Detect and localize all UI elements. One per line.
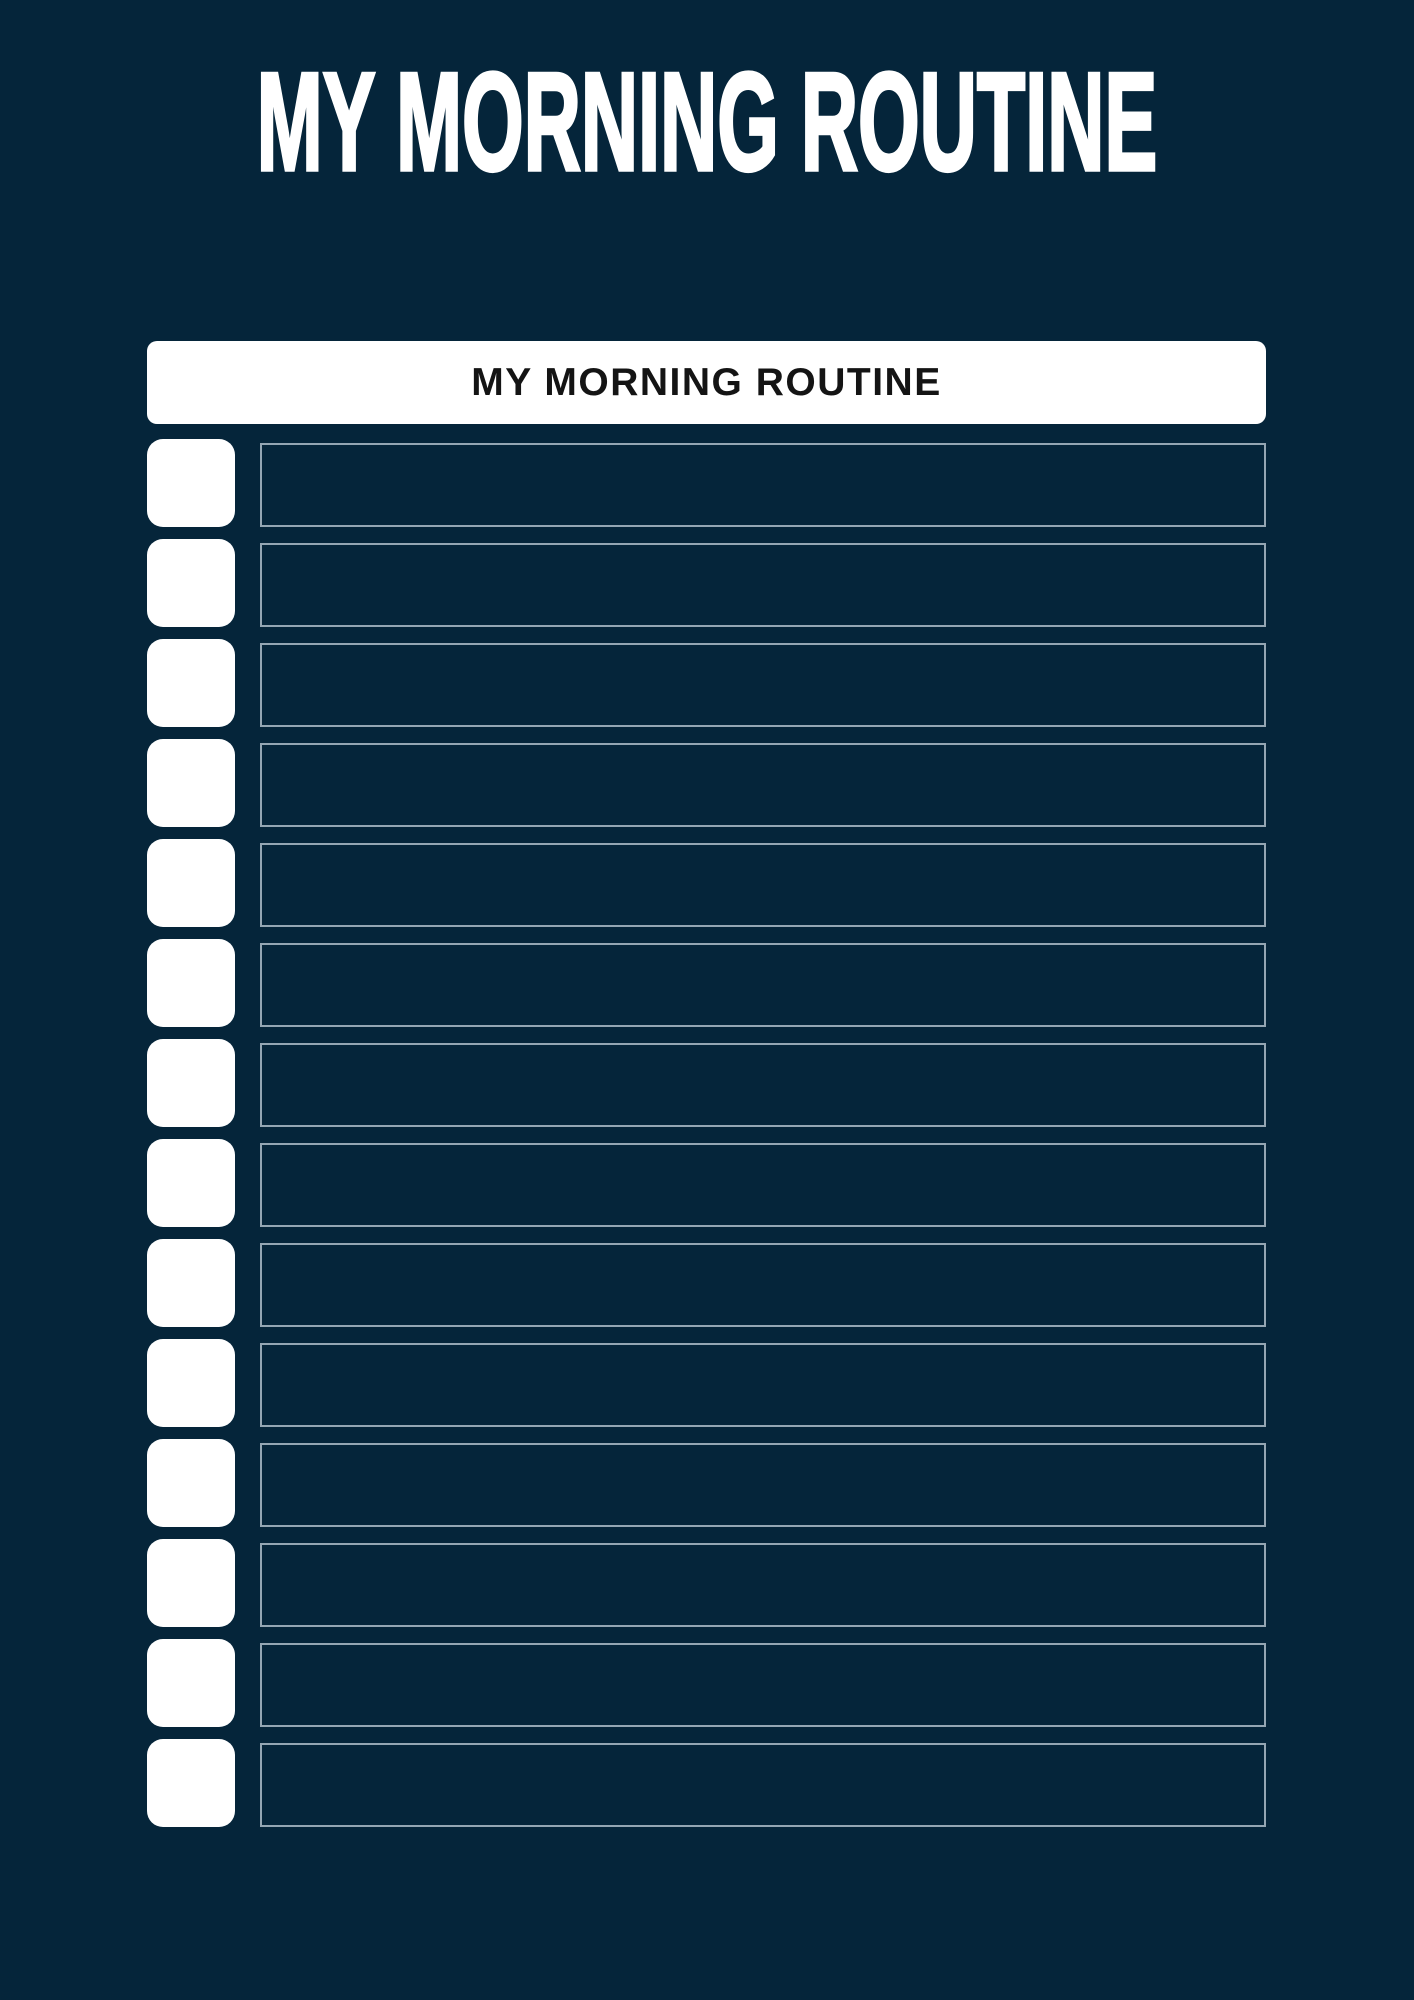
checkbox[interactable] <box>147 1339 235 1427</box>
checkbox[interactable] <box>147 839 235 927</box>
task-input-field[interactable] <box>260 1143 1266 1227</box>
checklist-header-label: MY MORNING ROUTINE <box>471 360 942 404</box>
checkbox[interactable] <box>147 1539 235 1627</box>
task-input-field[interactable] <box>260 743 1266 827</box>
task-input-field[interactable] <box>260 1343 1266 1427</box>
checklist-row <box>147 1739 1266 1827</box>
checklist-row <box>147 939 1266 1027</box>
task-input-field[interactable] <box>260 543 1266 627</box>
checkbox[interactable] <box>147 1139 235 1227</box>
checklist-header-bar <box>147 341 1266 424</box>
checklist-row <box>147 1339 1266 1427</box>
checkbox[interactable] <box>147 939 235 1027</box>
checklist-row <box>147 1539 1266 1627</box>
task-input-field[interactable] <box>260 1443 1266 1527</box>
task-input-field[interactable] <box>260 1243 1266 1327</box>
checklist-row <box>147 439 1266 527</box>
task-input-field[interactable] <box>260 443 1266 527</box>
checkbox[interactable] <box>147 1039 235 1127</box>
checklist-row <box>147 639 1266 727</box>
checkbox[interactable] <box>147 439 235 527</box>
task-input-field[interactable] <box>260 943 1266 1027</box>
checklist-row <box>147 1139 1266 1227</box>
page-title: MY MORNING ROUTINE <box>256 44 1158 201</box>
task-input-field[interactable] <box>260 1643 1266 1727</box>
task-input-field[interactable] <box>260 643 1266 727</box>
checkbox[interactable] <box>147 639 235 727</box>
task-input-field[interactable] <box>260 1543 1266 1627</box>
task-input-field[interactable] <box>260 843 1266 927</box>
checklist-rows <box>147 439 1266 1827</box>
checklist-row <box>147 1639 1266 1727</box>
checkbox[interactable] <box>147 1739 235 1827</box>
checklist-row <box>147 839 1266 927</box>
checkbox[interactable] <box>147 1239 235 1327</box>
checklist-row <box>147 539 1266 627</box>
task-input-field[interactable] <box>260 1043 1266 1127</box>
checkbox[interactable] <box>147 1439 235 1527</box>
checklist-row <box>147 1039 1266 1127</box>
checklist-row <box>147 1439 1266 1527</box>
checklist-row <box>147 739 1266 827</box>
checklist-row <box>147 1239 1266 1327</box>
checkbox[interactable] <box>147 739 235 827</box>
task-input-field[interactable] <box>260 1743 1266 1827</box>
checkbox[interactable] <box>147 539 235 627</box>
checkbox[interactable] <box>147 1639 235 1727</box>
